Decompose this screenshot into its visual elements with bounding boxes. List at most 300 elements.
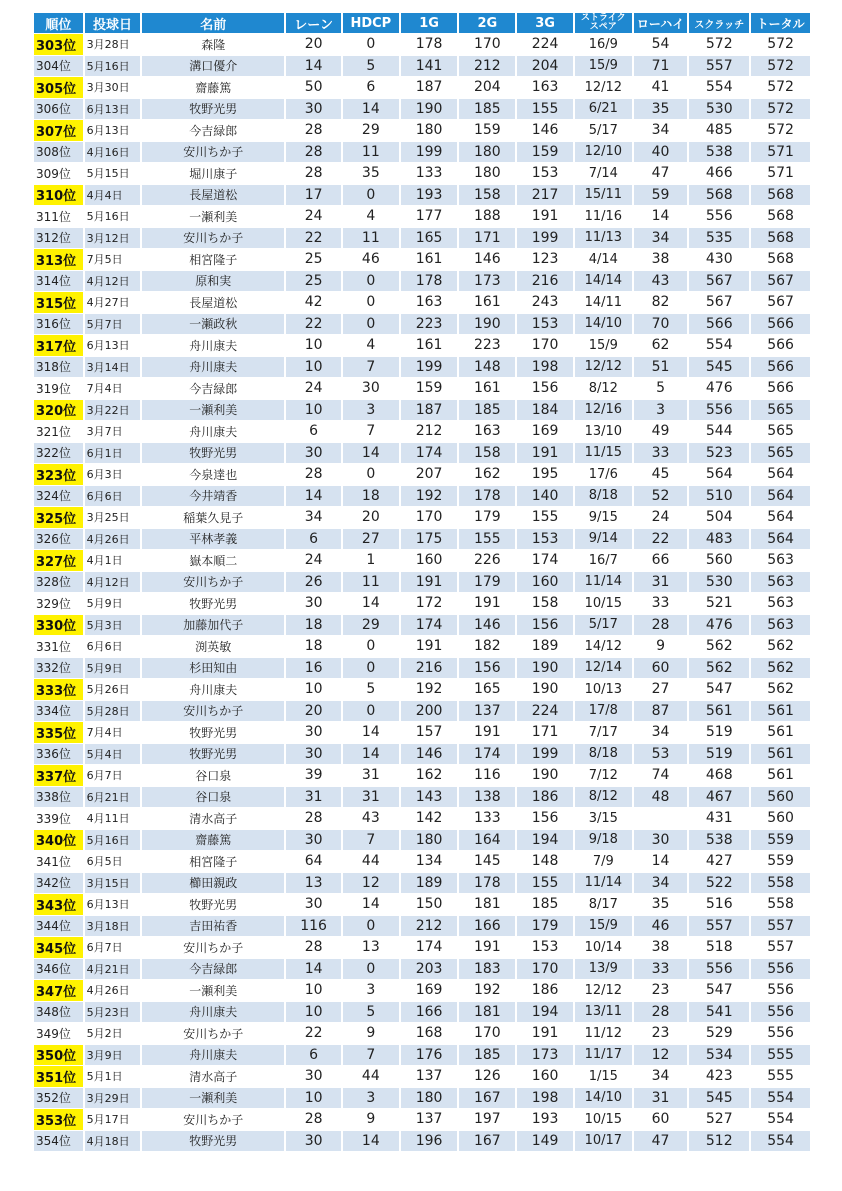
game1-cell: 178 (401, 34, 458, 55)
strike-spare-cell: 8/12 (575, 378, 632, 399)
game1-cell: 207 (401, 464, 458, 485)
game1-cell: 216 (401, 658, 458, 679)
lane-cell: 10 (286, 1088, 341, 1109)
rank-cell: 304位 (34, 56, 83, 77)
total-cell: 562 (751, 658, 810, 679)
game1-cell: 163 (401, 292, 458, 313)
scratch-cell: 423 (689, 1066, 749, 1087)
game3-cell: 169 (517, 421, 573, 442)
lane-cell: 30 (286, 1066, 341, 1087)
game3-cell: 123 (517, 249, 573, 270)
game1-cell: 191 (401, 636, 458, 657)
lowhigh-cell: 31 (634, 572, 688, 593)
scratch-cell: 556 (689, 959, 749, 980)
rank-cell: 327位 (34, 550, 83, 571)
game1-cell: 199 (401, 357, 458, 378)
total-cell: 554 (751, 1131, 810, 1152)
rank-cell: 325位 (34, 507, 83, 528)
strike-spare-cell: 10/14 (575, 937, 632, 958)
game1-cell: 189 (401, 873, 458, 894)
game3-cell: 217 (517, 185, 573, 206)
game2-cell: 191 (459, 722, 515, 743)
game3-cell: 153 (517, 529, 573, 550)
lane-cell: 10 (286, 980, 341, 1001)
total-cell: 564 (751, 464, 810, 485)
strike-spare-cell: 13/10 (575, 421, 632, 442)
scratch-cell: 545 (689, 1088, 749, 1109)
game1-cell: 166 (401, 1002, 458, 1023)
game2-cell: 173 (459, 271, 515, 292)
game2-cell: 185 (459, 1045, 515, 1066)
date-cell: 4月18日 (85, 1131, 141, 1152)
strike-spare-cell: 11/17 (575, 1045, 632, 1066)
lane-cell: 30 (286, 722, 341, 743)
game1-cell: 161 (401, 335, 458, 356)
hdcp-cell: 46 (343, 249, 399, 270)
name-cell: 嶽本順二 (142, 550, 284, 571)
total-cell: 566 (751, 335, 810, 356)
game2-cell: 191 (459, 937, 515, 958)
total-cell: 568 (751, 185, 810, 206)
rank-cell: 319位 (34, 378, 83, 399)
game1-cell: 200 (401, 701, 458, 722)
strike-spare-cell: 17/8 (575, 701, 632, 722)
hdcp-cell: 1 (343, 550, 399, 571)
lane-cell: 30 (286, 443, 341, 464)
name-cell: 清水高子 (142, 1066, 284, 1087)
hdcp-cell: 0 (343, 314, 399, 335)
hdcp-cell: 0 (343, 185, 399, 206)
lowhigh-cell: 30 (634, 830, 688, 851)
date-cell: 5月1日 (85, 1066, 141, 1087)
lane-cell: 25 (286, 271, 341, 292)
name-cell: 牧野光男 (142, 99, 284, 120)
lane-cell: 30 (286, 744, 341, 765)
game2-cell: 138 (459, 787, 515, 808)
game3-cell: 158 (517, 593, 573, 614)
date-cell: 5月9日 (85, 593, 141, 614)
rank-cell: 336位 (34, 744, 83, 765)
total-cell: 555 (751, 1045, 810, 1066)
strike-spare-cell: 9/18 (575, 830, 632, 851)
game1-cell: 134 (401, 851, 458, 872)
hdcp-cell: 9 (343, 1109, 399, 1130)
lowhigh-cell: 51 (634, 357, 688, 378)
table-row (34, 980, 810, 1001)
date-cell: 3月14日 (85, 357, 141, 378)
strike-spare-cell: 11/16 (575, 206, 632, 227)
rank-cell: 308位 (34, 142, 83, 163)
hdcp-cell: 5 (343, 679, 399, 700)
game3-cell: 193 (517, 1109, 573, 1130)
total-cell: 563 (751, 615, 810, 636)
scratch-cell: 466 (689, 163, 749, 184)
scratch-cell: 541 (689, 1002, 749, 1023)
name-cell: 舟川康夫 (142, 421, 284, 442)
lane-cell: 50 (286, 77, 341, 98)
rank-cell: 303位 (34, 34, 83, 55)
game1-cell: 143 (401, 787, 458, 808)
scratch-cell: 568 (689, 185, 749, 206)
lane-cell: 17 (286, 185, 341, 206)
col-lane-header: レーン (286, 13, 341, 33)
total-cell: 572 (751, 99, 810, 120)
name-cell: 今泉達也 (142, 464, 284, 485)
game2-cell: 181 (459, 1002, 515, 1023)
lane-cell: 18 (286, 636, 341, 657)
scratch-cell: 572 (689, 34, 749, 55)
hdcp-cell: 29 (343, 615, 399, 636)
game2-cell: 167 (459, 1131, 515, 1152)
name-cell: 清水高子 (142, 808, 284, 829)
rank-cell: 323位 (34, 464, 83, 485)
hdcp-cell: 11 (343, 142, 399, 163)
lowhigh-cell: 60 (634, 1109, 688, 1130)
scratch-cell: 468 (689, 765, 749, 786)
game2-cell: 192 (459, 980, 515, 1001)
lowhigh-cell: 47 (634, 1131, 688, 1152)
name-cell: 今吉緑郎 (142, 120, 284, 141)
lowhigh-cell: 35 (634, 894, 688, 915)
game3-cell: 243 (517, 292, 573, 313)
rank-cell: 353位 (34, 1109, 83, 1130)
scratch-cell: 427 (689, 851, 749, 872)
name-cell: 今吉緑郎 (142, 959, 284, 980)
lowhigh-cell: 52 (634, 486, 688, 507)
game3-cell: 184 (517, 400, 573, 421)
hdcp-cell: 27 (343, 529, 399, 550)
scratch-cell: 431 (689, 808, 749, 829)
strike-spare-cell: 9/15 (575, 507, 632, 528)
lowhigh-cell: 3 (634, 400, 688, 421)
rank-cell: 338位 (34, 787, 83, 808)
table-row (34, 1088, 810, 1109)
total-cell: 554 (751, 1109, 810, 1130)
scratch-cell: 535 (689, 228, 749, 249)
scratch-cell: 510 (689, 486, 749, 507)
game3-cell: 174 (517, 550, 573, 571)
lane-cell: 30 (286, 894, 341, 915)
hdcp-cell: 13 (343, 937, 399, 958)
date-cell: 4月21日 (85, 959, 141, 980)
strike-spare-cell: 11/14 (575, 873, 632, 894)
hdcp-cell: 20 (343, 507, 399, 528)
lane-cell: 10 (286, 357, 341, 378)
hdcp-cell: 14 (343, 894, 399, 915)
hdcp-cell: 14 (343, 593, 399, 614)
lane-cell: 116 (286, 916, 341, 937)
lowhigh-cell: 38 (634, 249, 688, 270)
table-row (34, 658, 810, 679)
table-row (34, 937, 810, 958)
name-cell: 森隆 (142, 34, 284, 55)
game1-cell: 174 (401, 937, 458, 958)
table-row (34, 486, 810, 507)
scratch-cell: 519 (689, 722, 749, 743)
hdcp-cell: 0 (343, 464, 399, 485)
game3-cell: 195 (517, 464, 573, 485)
lane-cell: 26 (286, 572, 341, 593)
game2-cell: 159 (459, 120, 515, 141)
lowhigh-cell: 62 (634, 335, 688, 356)
date-cell: 3月28日 (85, 34, 141, 55)
game1-cell: 223 (401, 314, 458, 335)
game1-cell: 133 (401, 163, 458, 184)
total-cell: 572 (751, 120, 810, 141)
name-cell: 安川ちか子 (142, 228, 284, 249)
name-cell: 相宮隆子 (142, 851, 284, 872)
game3-cell: 186 (517, 980, 573, 1001)
name-cell: 堀川康子 (142, 163, 284, 184)
hdcp-cell: 6 (343, 77, 399, 98)
game2-cell: 204 (459, 77, 515, 98)
game1-cell: 212 (401, 916, 458, 937)
game3-cell: 160 (517, 1066, 573, 1087)
game3-cell: 170 (517, 959, 573, 980)
game1-cell: 177 (401, 206, 458, 227)
total-cell: 568 (751, 206, 810, 227)
game2-cell: 212 (459, 56, 515, 77)
rank-cell: 324位 (34, 486, 83, 507)
lowhigh-cell: 33 (634, 959, 688, 980)
date-cell: 4月4日 (85, 185, 141, 206)
total-cell: 557 (751, 937, 810, 958)
lowhigh-cell: 60 (634, 658, 688, 679)
table-row (34, 529, 810, 550)
scratch-cell: 566 (689, 314, 749, 335)
game2-cell: 133 (459, 808, 515, 829)
name-cell: 一瀬政秋 (142, 314, 284, 335)
hdcp-cell: 7 (343, 1045, 399, 1066)
table-row (34, 701, 810, 722)
scratch-cell: 516 (689, 894, 749, 915)
total-cell: 567 (751, 292, 810, 313)
game3-cell: 189 (517, 636, 573, 657)
table-row (34, 249, 810, 270)
strike-spare-cell: 13/9 (575, 959, 632, 980)
game2-cell: 180 (459, 142, 515, 163)
date-cell: 4月1日 (85, 550, 141, 571)
col-rank-header: 順位 (34, 13, 83, 33)
table-row (34, 292, 810, 313)
lowhigh-cell: 34 (634, 120, 688, 141)
col-total-header: トータル (751, 13, 810, 33)
name-cell: 平林孝義 (142, 529, 284, 550)
table-row (34, 679, 810, 700)
lowhigh-cell: 27 (634, 679, 688, 700)
rank-cell: 346位 (34, 959, 83, 980)
scratch-cell: 562 (689, 658, 749, 679)
table-row (34, 120, 810, 141)
scratch-cell: 564 (689, 464, 749, 485)
strike-spare-cell: 11/13 (575, 228, 632, 249)
rank-cell: 328位 (34, 572, 83, 593)
date-cell: 7月5日 (85, 249, 141, 270)
lane-cell: 14 (286, 56, 341, 77)
game2-cell: 146 (459, 615, 515, 636)
total-cell: 566 (751, 314, 810, 335)
strike-spare-cell: 12/10 (575, 142, 632, 163)
game2-cell: 170 (459, 1023, 515, 1044)
name-cell: 吉田祐香 (142, 916, 284, 937)
lowhigh-cell: 87 (634, 701, 688, 722)
hdcp-cell: 14 (343, 443, 399, 464)
hdcp-cell: 14 (343, 1131, 399, 1152)
game3-cell: 156 (517, 378, 573, 399)
total-cell: 560 (751, 787, 810, 808)
game1-cell: 199 (401, 142, 458, 163)
date-cell: 6月6日 (85, 636, 141, 657)
lowhigh-cell: 41 (634, 77, 688, 98)
ranking-table (32, 12, 812, 1152)
table-row (34, 185, 810, 206)
table-row (34, 1109, 810, 1130)
total-cell: 568 (751, 228, 810, 249)
lowhigh-cell: 49 (634, 421, 688, 442)
rank-cell: 347位 (34, 980, 83, 1001)
strike-spare-cell: 8/17 (575, 894, 632, 915)
lowhigh-cell: 34 (634, 873, 688, 894)
game3-cell: 185 (517, 894, 573, 915)
lane-cell: 22 (286, 228, 341, 249)
name-cell: 齋藤篤 (142, 77, 284, 98)
rank-cell: 311位 (34, 206, 83, 227)
game3-cell: 153 (517, 163, 573, 184)
rank-cell: 314位 (34, 271, 83, 292)
total-cell: 567 (751, 271, 810, 292)
scratch-cell: 534 (689, 1045, 749, 1066)
game1-cell: 187 (401, 400, 458, 421)
name-cell: 原和実 (142, 271, 284, 292)
hdcp-cell: 31 (343, 787, 399, 808)
date-cell: 4月16日 (85, 142, 141, 163)
table-row (34, 142, 810, 163)
name-cell: 杉田知由 (142, 658, 284, 679)
game3-cell: 191 (517, 443, 573, 464)
date-cell: 5月7日 (85, 314, 141, 335)
hdcp-cell: 0 (343, 959, 399, 980)
strike-spare-cell: 14/10 (575, 314, 632, 335)
name-cell: 牧野光男 (142, 722, 284, 743)
game2-cell: 191 (459, 593, 515, 614)
scratch-cell: 518 (689, 937, 749, 958)
game1-cell: 212 (401, 421, 458, 442)
game3-cell: 190 (517, 765, 573, 786)
table-row (34, 335, 810, 356)
table-row (34, 1131, 810, 1152)
total-cell: 563 (751, 593, 810, 614)
lowhigh-cell: 24 (634, 507, 688, 528)
name-cell: 渕英敏 (142, 636, 284, 657)
rank-cell: 318位 (34, 357, 83, 378)
lane-cell: 28 (286, 1109, 341, 1130)
lane-cell: 28 (286, 808, 341, 829)
name-cell: 長屋道松 (142, 292, 284, 313)
rank-cell: 329位 (34, 593, 83, 614)
total-cell: 572 (751, 56, 810, 77)
strike-spare-cell: 8/18 (575, 744, 632, 765)
scratch-cell: 512 (689, 1131, 749, 1152)
date-cell: 3月22日 (85, 400, 141, 421)
rank-cell: 349位 (34, 1023, 83, 1044)
rank-cell: 321位 (34, 421, 83, 442)
table-row (34, 228, 810, 249)
lowhigh-cell: 9 (634, 636, 688, 657)
lane-cell: 10 (286, 1002, 341, 1023)
name-cell: 加藤加代子 (142, 615, 284, 636)
date-cell: 5月26日 (85, 679, 141, 700)
total-cell: 565 (751, 421, 810, 442)
total-cell: 564 (751, 507, 810, 528)
game3-cell: 163 (517, 77, 573, 98)
lane-cell: 6 (286, 1045, 341, 1066)
total-cell: 561 (751, 722, 810, 743)
table-row (34, 959, 810, 980)
lane-cell: 14 (286, 959, 341, 980)
game2-cell: 155 (459, 529, 515, 550)
col-strike-spare-header: ストライク スペア (575, 13, 632, 33)
game3-cell: 155 (517, 507, 573, 528)
hdcp-cell: 0 (343, 701, 399, 722)
lowhigh-cell: 47 (634, 163, 688, 184)
scratch-cell: 538 (689, 830, 749, 851)
game2-cell: 188 (459, 206, 515, 227)
lane-cell: 24 (286, 206, 341, 227)
strike-spare-cell: 16/7 (575, 550, 632, 571)
rank-cell: 330位 (34, 615, 83, 636)
hdcp-cell: 5 (343, 1002, 399, 1023)
rank-cell: 341位 (34, 851, 83, 872)
date-cell: 5月23日 (85, 1002, 141, 1023)
date-cell: 3月9日 (85, 1045, 141, 1066)
game3-cell: 171 (517, 722, 573, 743)
table-row (34, 851, 810, 872)
lowhigh-cell: 74 (634, 765, 688, 786)
scratch-cell: 527 (689, 1109, 749, 1130)
scratch-cell: 504 (689, 507, 749, 528)
name-cell: 舟川康夫 (142, 1002, 284, 1023)
lane-cell: 10 (286, 679, 341, 700)
lane-cell: 30 (286, 1131, 341, 1152)
total-cell: 556 (751, 959, 810, 980)
total-cell: 564 (751, 529, 810, 550)
scratch-cell: 483 (689, 529, 749, 550)
col-name-header: 名前 (142, 13, 284, 33)
game1-cell: 203 (401, 959, 458, 980)
game1-cell: 157 (401, 722, 458, 743)
col-scratch-header: スクラッチ (689, 13, 749, 33)
lane-cell: 20 (286, 34, 341, 55)
lane-cell: 28 (286, 120, 341, 141)
lowhigh-cell: 5 (634, 378, 688, 399)
game2-cell: 190 (459, 314, 515, 335)
game1-cell: 196 (401, 1131, 458, 1152)
game3-cell: 160 (517, 572, 573, 593)
table-row (34, 1045, 810, 1066)
hdcp-cell: 7 (343, 830, 399, 851)
hdcp-cell: 0 (343, 636, 399, 657)
game1-cell: 187 (401, 77, 458, 98)
game3-cell: 148 (517, 851, 573, 872)
total-cell: 559 (751, 830, 810, 851)
total-cell: 572 (751, 34, 810, 55)
game3-cell: 170 (517, 335, 573, 356)
total-cell: 571 (751, 142, 810, 163)
lowhigh-cell: 33 (634, 443, 688, 464)
rank-cell: 306位 (34, 99, 83, 120)
game1-cell: 162 (401, 765, 458, 786)
game1-cell: 160 (401, 550, 458, 571)
